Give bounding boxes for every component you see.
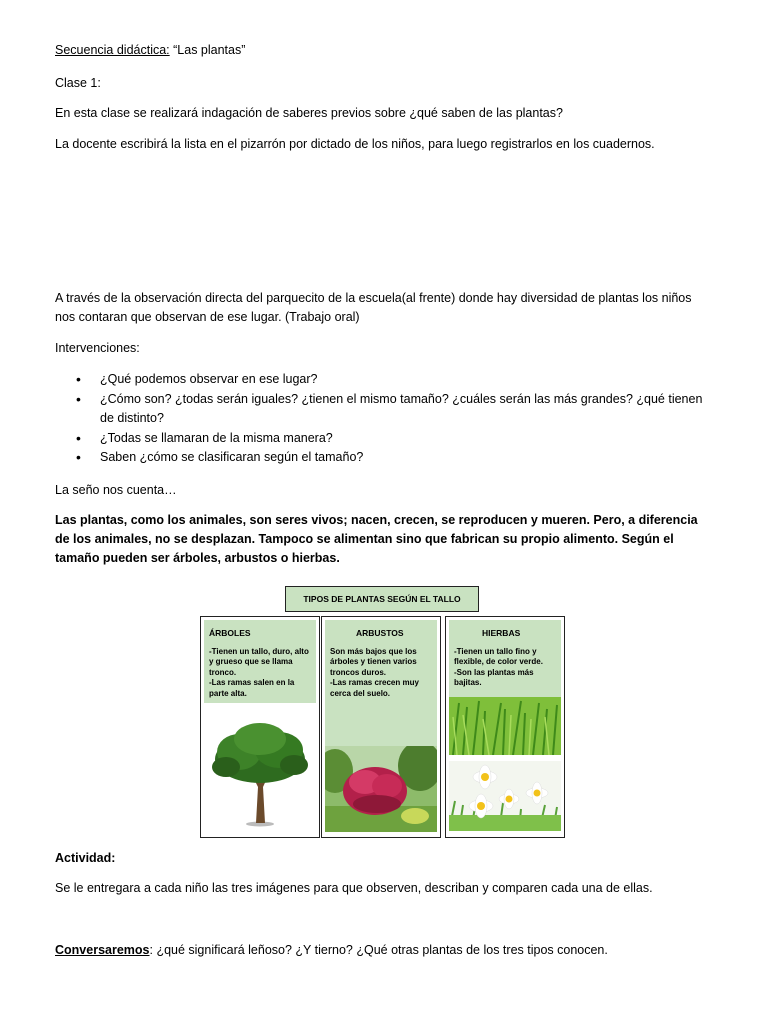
bold-paragraph: Las plantas, como los animales, son seres vivos; nacen, crecen, se reproducen y mueren. Pero, a diferencia de los animales, no se desplazan. Tampoco se alimentan sino que fabrican su propio alimento. Según el tamaño pueden ser árboles, arbustos o hierbas. <box>55 513 698 565</box>
document-title <box>55 41 715 60</box>
daisies-image <box>449 761 561 831</box>
conversation-text: : ¿qué significará leñoso? ¿Y tierno? ¿Qué otras plantas de los tres tipos conocen. <box>149 943 608 957</box>
activity-text: Se le entregara a cada niño las tres imágenes para que observen, describan y comparen cada una de ellas. <box>55 881 653 895</box>
hierbas-title: HIERBAS <box>482 628 521 638</box>
arbustos-panel <box>321 616 441 838</box>
paragraph-3: A través de la observación directa del parquecito de la escuela(al frente) donde hay diversidad de plantas los niños nos contaran que observan de ese lugar. (Trabajo oral) <box>55 291 692 324</box>
activity-heading: Actividad: <box>55 851 116 865</box>
arboles-title: ÁRBOLES <box>209 628 251 638</box>
title-value: “Las plantas” <box>169 43 246 57</box>
seno-line: La seño nos cuenta… <box>55 483 177 497</box>
conversation-line <box>55 941 715 960</box>
hierbas-description: -Tienen un tallo fino y flexible, de color verde. -Son las plantas más bajitas. <box>454 646 543 687</box>
arboles-text-box <box>204 620 316 703</box>
paragraph-2: La docente escribirá la lista en el pizarrón por dictado de los niños, para luego registrarlos en los cuadernos. <box>55 137 655 151</box>
class-heading: Clase 1: <box>55 76 101 90</box>
grass-image <box>449 697 561 755</box>
arbustos-text-box <box>325 620 437 746</box>
figure-title: TIPOS DE PLANTAS SEGÚN EL TALLO <box>285 586 479 612</box>
interventions-list <box>55 370 715 468</box>
list-item: • ¿Cómo son? ¿todas serán iguales? ¿tienen el mismo tamaño? ¿cuáles serán las más grandes? ¿qué tienen de distinto? <box>55 390 715 429</box>
plant-types-figure <box>197 582 577 842</box>
shrub-image <box>325 746 437 832</box>
arbustos-title: ARBUSTOS <box>356 628 404 638</box>
list-item: • Saben ¿cómo se clasificaran según el tamaño? <box>55 448 715 468</box>
hierbas-text-box <box>449 620 561 698</box>
title-label: Secuencia didáctica: <box>55 43 170 57</box>
arboles-description: -Tienen un tallo, duro, alto y grueso que se llama tronco. -Las ramas salen en la parte alta. <box>209 646 309 698</box>
arboles-panel <box>200 616 320 838</box>
arbustos-description: Son más bajos que los árboles y tienen varios troncos duros. -Las ramas crecen muy cerca del suelo. <box>330 646 419 698</box>
paragraph-1: En esta clase se realizará indagación de saberes previos sobre ¿qué saben de las plantas? <box>55 106 563 120</box>
list-item: • ¿Todas se llamaran de la misma manera? <box>55 429 715 449</box>
tree-image <box>204 717 316 827</box>
conversation-label: Conversaremos <box>55 943 150 957</box>
interventions-heading: Intervenciones: <box>55 341 140 355</box>
list-item: • ¿Qué podemos observar en ese lugar? <box>55 370 715 390</box>
hierbas-panel <box>445 616 565 838</box>
